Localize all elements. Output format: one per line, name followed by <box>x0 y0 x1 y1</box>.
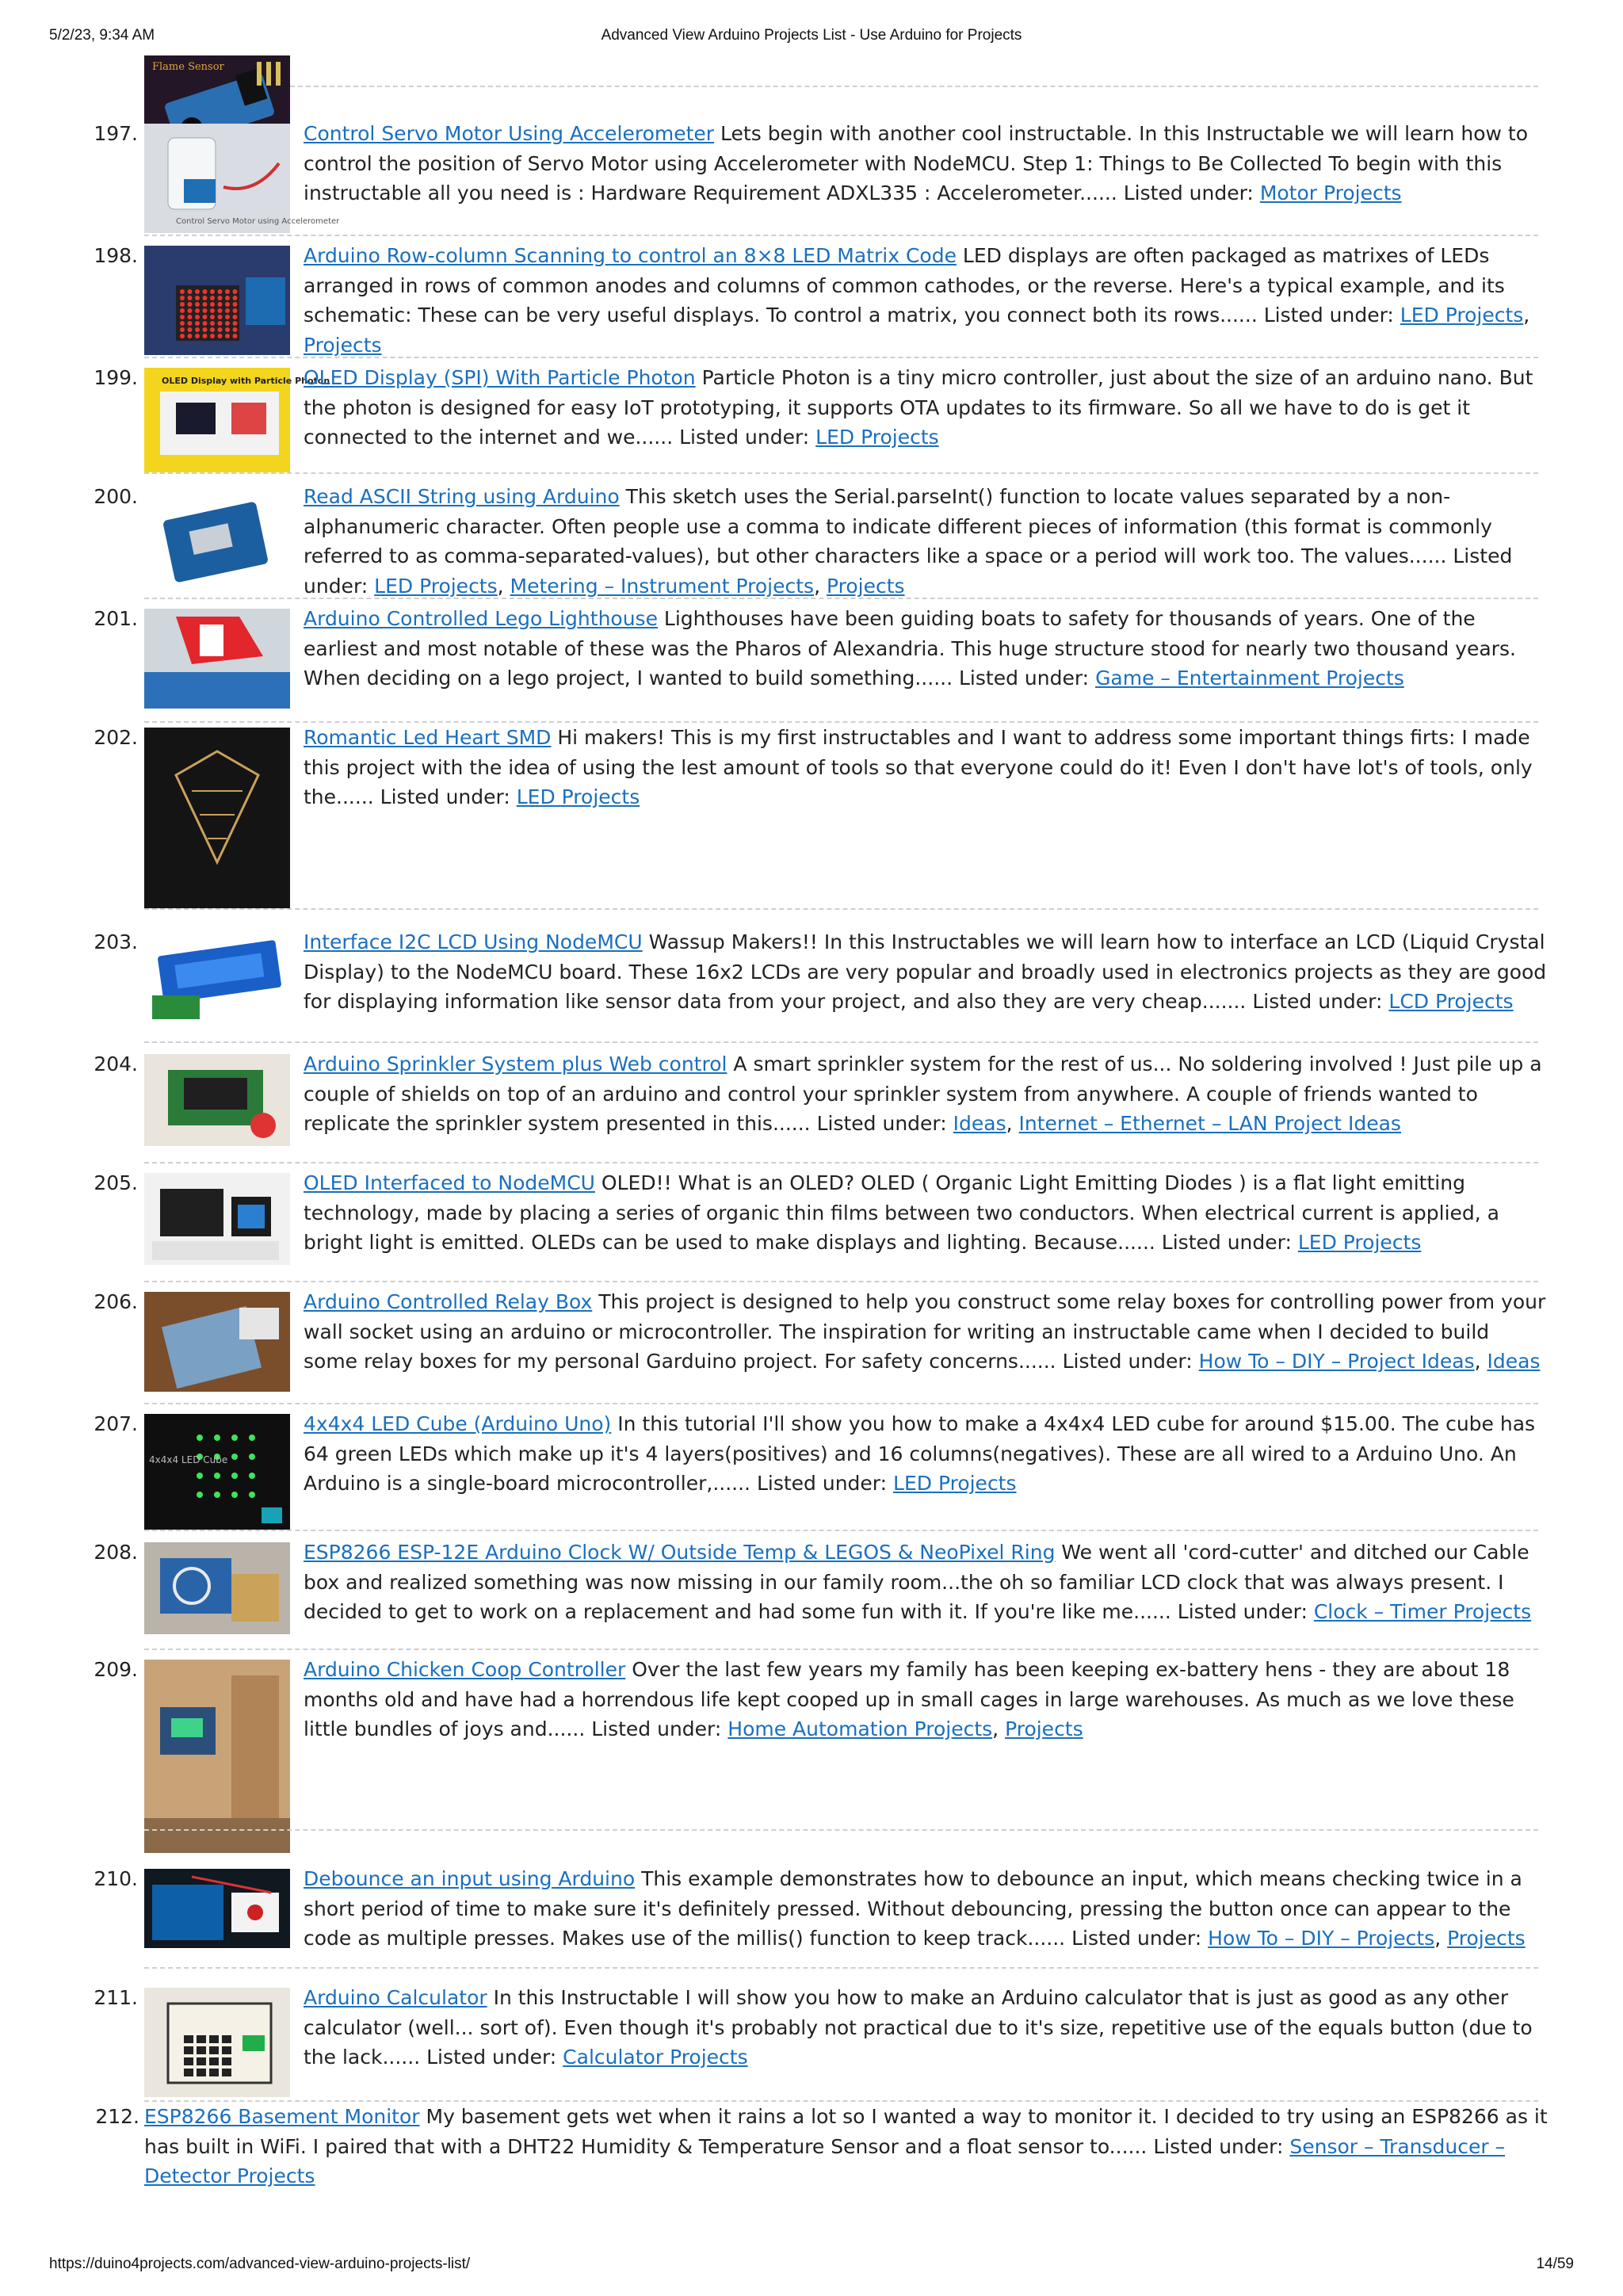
item-number: 201. <box>94 607 138 630</box>
category-link[interactable]: LED Projects <box>815 426 939 449</box>
category-link[interactable]: Internet – Ethernet – LAN Project Ideas <box>1018 1112 1401 1135</box>
item-number: 212. <box>95 2105 139 2128</box>
category-link[interactable]: Calculator Projects <box>563 2046 748 2069</box>
project-thumbnail[interactable] <box>144 1869 290 1948</box>
project-description: We went all 'cord-cutter' and ditched our Cable box and realized something was now missing in our family room...the oh so familiar LCD clock that was always present. I decided to get to work on a replacement and had some fun with it. If you're like me...... <box>304 1541 1529 1623</box>
separator <box>144 1648 1538 1650</box>
project-title-link[interactable]: Arduino Sprinkler System plus Web control <box>304 1052 727 1075</box>
item-text: Arduino Controlled Relay Box This project is designed to help you construct some relay boxes for controlling power from your wall socket using an arduino or microcontroller. The inspiration for writing an instructable came when I decided to build some relay boxes for my personal Garduino project. For safety concerns...... Listed under: How To – DIY – Project Ideas, Ideas <box>304 1290 1546 1373</box>
project-title-link[interactable]: Romantic Led Heart SMD <box>304 726 552 749</box>
project-thumbnail[interactable] <box>144 487 290 596</box>
category-link[interactable]: LED Projects <box>1400 304 1524 327</box>
project-description: A smart sprinkler system for the rest of us... No soldering involved ! Just pile up a couple of shields on top of an arduino and control your sprinkler system from anywhere. A couple of friends wanted to replicate the sprinkler system presented in this...... <box>304 1052 1542 1135</box>
item-text <box>304 1538 1548 1627</box>
project-thumbnail[interactable] <box>144 1292 290 1392</box>
item-text <box>304 927 1548 1017</box>
item-number: 208. <box>94 1541 138 1564</box>
project-description: In this tutorial I'll show you how to make a 4x4x4 LED cube for around $15.00. The cube has 64 green LEDs which make up it's 4 layers(positives) and 16 columns(negatives). These are all wired to a Arduino Uno. An Arduino is a single-board microcontroller,...... <box>304 1412 1536 1495</box>
item-number: 211. <box>94 1986 138 2009</box>
project-thumbnail[interactable] <box>144 246 290 355</box>
project-title-link[interactable]: Arduino Calculator <box>304 1986 487 2009</box>
item-number: 197. <box>94 122 138 145</box>
project-title-link[interactable]: Arduino Controlled Lego Lighthouse <box>304 607 658 630</box>
category-link[interactable]: Projects <box>304 333 382 357</box>
item-text <box>304 604 1548 693</box>
separator <box>144 1530 1538 1531</box>
category-link[interactable]: Metering – Instrument Projects <box>510 574 815 598</box>
project-thumbnail[interactable] <box>144 728 290 908</box>
category-link[interactable]: Clock – Timer Projects <box>1313 1600 1532 1623</box>
project-description: Lighthouses have been guiding boats to safety for thousands of years. One of the earliest and most notable of these was the Pharos of Alexandria. This huge structure stood for nearly two thousand years. When deciding on a lego project, I wanted to build something...... <box>304 607 1516 690</box>
category-link[interactable]: Motor Projects <box>1259 181 1402 204</box>
category-link[interactable]: LED Projects <box>374 574 498 598</box>
item-number: 200. <box>94 485 138 508</box>
listed-under-label: Listed under: <box>679 426 810 449</box>
item-number: 206. <box>94 1290 138 1313</box>
separator <box>144 1403 1538 1404</box>
item-number: 203. <box>94 930 138 953</box>
project-description: OLED!! What is an OLED? OLED ( Organic Light Emitting Diodes ) is a flat light emitting technology, made by placing a series of organic thin films between two conductors. When electrical current is applied, a bright light is emitted. OLEDs can be used to make displays and lighting. Because...... <box>304 1171 1499 1254</box>
separator <box>144 1041 1538 1043</box>
item-text <box>304 363 1548 453</box>
item-text <box>144 2102 1548 2191</box>
item-number: 207. <box>94 1412 138 1435</box>
separator <box>144 235 1538 236</box>
category-link[interactable]: Projects <box>1447 1927 1526 1950</box>
print-page-number: 14/59 <box>1536 2256 1574 2272</box>
category-link[interactable]: LED Projects <box>1297 1231 1422 1254</box>
project-title-link[interactable]: OLED Interfaced to NodeMCU <box>304 1171 595 1194</box>
category-link[interactable]: Projects <box>826 574 905 598</box>
project-description: Particle Photon is a tiny micro controller, just about the size of an arduino nano. But the photon is designed for easy IoT prototyping, it supports OTA updates to its firmware. So all we have to do is get it connected to the internet and we...... <box>304 366 1533 449</box>
project-title-link[interactable]: Read ASCII String using Arduino <box>304 485 620 508</box>
item-number: 199. <box>94 366 138 389</box>
project-thumbnail[interactable] <box>144 609 290 709</box>
project-title-link[interactable]: Arduino Controlled Relay Box <box>304 1290 593 1313</box>
print-datetime: 5/2/23, 9:34 AM <box>49 27 155 44</box>
listed-under-label: Listed under: <box>304 544 1513 598</box>
separator <box>144 598 1538 599</box>
category-link[interactable]: LCD Projects <box>1388 990 1514 1013</box>
separator <box>144 357 1538 358</box>
project-description: My basement gets wet when it rains a lot so I wanted a way to monitor it. I decided to try using an ESP8266 as it has built in WiFi. I paired that with a DHT22 Humidity & Temperature Sensor and a float sensor to...... <box>144 2105 1548 2158</box>
print-url: https://duino4projects.com/advanced-view-arduino-projects-list/ <box>49 2256 471 2272</box>
top-thumb-caption: Flame Sensor <box>152 61 224 73</box>
listed-under-label: Listed under: <box>1153 2134 1284 2158</box>
project-title-link[interactable]: Debounce an input using Arduino <box>304 1867 636 1890</box>
project-thumbnail[interactable] <box>144 1988 290 2097</box>
project-thumbnail[interactable] <box>144 1054 290 1146</box>
print-footer <box>49 2256 1574 2279</box>
listed-under-label: Listed under: <box>380 785 510 808</box>
project-thumbnail[interactable] <box>144 1414 290 1530</box>
thumb-caption: OLED Display with Particle Photon <box>162 376 330 386</box>
listed-under-label: Listed under: <box>1252 990 1383 1013</box>
listed-under-label: Listed under: <box>1123 181 1254 204</box>
listed-under-label: Listed under: <box>1177 1600 1308 1623</box>
category-link[interactable]: Game – Entertainment Projects <box>1095 667 1404 690</box>
separator <box>144 1967 1538 1969</box>
separator <box>144 908 1538 910</box>
project-thumbnail[interactable] <box>144 1542 290 1634</box>
project-title-link[interactable]: Control Servo Motor Using Accelerometer <box>304 122 715 145</box>
project-description: Lets begin with another cool instructable. In this Instructable we will learn how to control the position of Servo Motor using Accelerometer with NodeMCU. Step 1: Things to Be Collected To begin with this instructable all you need is : Hardware Requirement ADXL335 : Accelerometer...... <box>304 122 1528 204</box>
category-link[interactable]: How To – DIY – Projects <box>1208 1927 1435 1950</box>
project-description: This example demonstrates how to debounce an input, which means checking twice in a short period of time to make sure it's definitely pressed. Without debouncing, pressing the button once can appear to the code as multiple presses. Makes use of the millis() function to keep track...... <box>304 1867 1522 1950</box>
print-page-title: Advanced View Arduino Projects List - Use Arduino for Projects <box>601 27 1022 44</box>
separator <box>290 86 1538 87</box>
item-text <box>304 723 1548 812</box>
project-title-link[interactable]: Interface I2C LCD Using NodeMCU <box>304 930 643 953</box>
item-text: Debounce an input using Arduino This example demonstrates how to debounce an input, which means checking twice in a short period of time to make sure it's definitely pressed. Without debouncing, pressing the button once can appear to the code as multiple presses. Makes use of the millis() function to keep track...... Listed under: How To – DIY – Projects, Projects <box>304 1867 1526 1950</box>
project-title-link[interactable]: ESP8266 Basement Monitor <box>144 2105 420 2128</box>
project-description: LED displays are often packaged as matrixes of LEDs arranged in rows of common anodes and columns of common cathodes, or the reverse. Here's a typical example, and its schematic: These can be very useful displays. To control a matrix, you connect both its rows...... <box>304 244 1505 327</box>
separator <box>144 472 1538 474</box>
project-title-link[interactable]: ESP8266 ESP-12E Arduino Clock W/ Outside Temp & LEGOS & NeoPixel Ring <box>304 1541 1056 1564</box>
item-number: 198. <box>94 244 138 267</box>
listed-under-label: Listed under: <box>1062 1350 1193 1373</box>
item-text: Arduino Row-column Scanning to control an 8×8 LED Matrix Code LED displays are often packaged as matrixes of LEDs arranged in rows of common anodes and columns of common cathodes, or the reverse. Here's a typical example, and its schematic: These can be very useful displays. To control a matrix, you connect both its rows...... Listed under: LED Projects, Projects <box>304 244 1530 357</box>
thumb-caption: 4x4x4 LED Cube <box>149 1454 228 1465</box>
category-link[interactable]: How To – DIY – Project Ideas <box>1198 1350 1475 1373</box>
item-text: Arduino Chicken Coop Controller Over the last few years my family has been keeping ex-battery hens - they are about 18 months old and have had a horrendous life kept cooped up in small cages in large warehouses. As much as we love these little bundles of joys and...... Listed under: Home Automation Projects, Projects <box>304 1658 1514 1740</box>
project-thumbnail[interactable] <box>144 1660 290 1853</box>
category-link[interactable]: Ideas <box>1487 1350 1541 1373</box>
category-link[interactable]: LED Projects <box>516 785 640 808</box>
item-number: 205. <box>94 1171 138 1194</box>
project-description: Hi makers! This is my first instructables and I want to address some important things firts: I made this project with the idea of using the lest amount of tools so that everyone could do it! Even I don't have lot's of tools, only the...... <box>304 726 1533 808</box>
item-number: 204. <box>94 1052 138 1075</box>
category-link[interactable]: Home Automation Projects <box>727 1717 993 1740</box>
project-thumbnail[interactable] <box>144 124 340 233</box>
listed-under-label: Listed under: <box>1263 304 1394 327</box>
listed-under-label: Listed under: <box>591 1717 722 1740</box>
project-description: This project is designed to help you construct some relay boxes for controlling power from your wall socket using an arduino or microcontroller. The inspiration for writing an instructable came when I decided to build some relay boxes for my personal Garduino project. For safety concerns...... <box>304 1290 1546 1373</box>
project-title-link[interactable]: Arduino Row-column Scanning to control an 8×8 LED Matrix Code <box>304 244 957 267</box>
listed-under-label: Listed under: <box>816 1112 947 1135</box>
project-title-link[interactable]: Arduino Chicken Coop Controller <box>304 1658 626 1681</box>
separator <box>144 1829 1538 1831</box>
item-number: 210. <box>94 1867 138 1890</box>
thumb-caption: Control Servo Motor using Accelerometer <box>176 217 340 226</box>
category-link[interactable]: Sensor – Transducer – Detector Projects <box>144 2134 1506 2187</box>
item-text <box>304 1168 1548 1258</box>
project-thumbnail[interactable] <box>144 932 290 1024</box>
project-description: Over the last few years my family has been keeping ex-battery hens - they are about 18 months old and have had a horrendous life kept cooped up in small cages in large warehouses. As much as we love these little bundles of joys and...... <box>304 1658 1514 1740</box>
category-link[interactable]: Ideas <box>953 1112 1006 1135</box>
project-description: This sketch uses the Serial.parseInt() function to locate values separated by a non-alphanumeric character. Often people use a comma to indicate different pieces of information (this format is commonly referred to as comma-separated-values), but other characters like a space or a period will work too. The values...... <box>304 485 1492 567</box>
item-text: Read ASCII String using Arduino This sketch uses the Serial.parseInt() function to locate values separated by a non-alphanumeric character. Often people use a comma to indicate different pieces of information (this format is commonly referred to as comma-separated-values), but other characters like a space or a period will work too. The values...... Listed under: LED Projects, Metering – Instrument Projects, Projects <box>304 485 1513 598</box>
listed-under-label: Listed under: <box>1071 1927 1202 1950</box>
item-number: 209. <box>94 1658 138 1681</box>
item-text <box>304 1409 1548 1499</box>
project-title-link[interactable]: 4x4x4 LED Cube (Arduino Uno) <box>304 1412 612 1435</box>
project-description: Wassup Makers!! In this Instructables we will learn how to interface an LCD (Liquid Crystal Display) to the NodeMCU board. These 16x2 LCDs are very popular and broadly used in electronics projects as they are good for displaying information like sensor data from your project, and also they are very cheap....... <box>304 930 1547 1013</box>
item-text <box>304 119 1548 208</box>
project-thumbnail[interactable] <box>144 1173 290 1265</box>
listed-under-label: Listed under: <box>426 2046 557 2069</box>
listed-under-label: Listed under: <box>756 1472 888 1495</box>
print-header <box>49 27 1574 51</box>
listed-under-label: Listed under: <box>1161 1231 1292 1254</box>
project-description: In this Instructable I will show you how to make an Arduino calculator that is just as good as any other calculator (well... sort of). Even though it's probably not practical due to it's size, repetitive use of the equals button (due to the lack...... <box>304 1986 1533 2069</box>
item-text: Arduino Sprinkler System plus Web control A smart sprinkler system for the rest of us... No soldering involved ! Just pile up a couple of shields on top of an arduino and control your sprinkler system from anywhere. A couple of friends wanted to replicate the sprinkler system presented in this...... Listed under: Ideas, Internet – Ethernet – LAN Project Ideas <box>304 1052 1542 1135</box>
item-text <box>304 1983 1548 2073</box>
separator <box>144 1281 1538 1282</box>
project-thumbnail[interactable] <box>144 368 330 472</box>
separator <box>144 1162 1538 1163</box>
project-title-link[interactable]: OLED Display (SPI) With Particle Photon <box>304 366 696 389</box>
category-link[interactable]: LED Projects <box>893 1472 1017 1495</box>
category-link[interactable]: Projects <box>1005 1717 1083 1740</box>
item-number: 202. <box>94 726 138 749</box>
listed-under-label: Listed under: <box>959 667 1090 690</box>
